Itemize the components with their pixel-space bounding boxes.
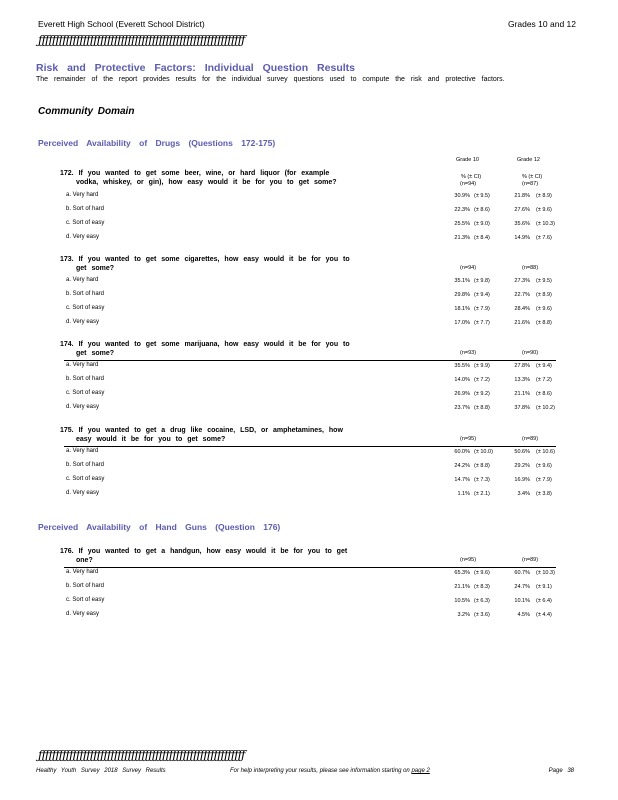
answer-option-label: b. Sort of hard [66, 583, 105, 589]
answer-option-label: b. Sort of hard [66, 376, 105, 382]
grade10-header: Grade 10 [456, 157, 479, 163]
section-subtitle: The remainder of the report provides results for the individual survey questions used to compute the risk and protective factors. [36, 76, 505, 83]
grade12-ci: (± 8.8) [536, 320, 552, 326]
question-text-line1: 174. If you wanted to get some marijuana, how easy would it be for you to [60, 341, 350, 348]
grade12-percent: 37.8% [514, 405, 530, 411]
grade12-ci: (± 10.3) [536, 221, 555, 227]
sample-size-g10: (n=94) [460, 265, 477, 271]
grade12-percent: 21.8% [514, 193, 530, 199]
grade12-ci: (± 10.2) [536, 405, 555, 411]
grade12-ci: (± 7.9) [536, 477, 552, 483]
question-text-line2: vodka, whiskey, or gin), how easy would it be for you to get some? [76, 179, 337, 186]
grades-label: Grades 10 and 12 [507, 19, 576, 29]
answer-option-label: c. Sort of easy [66, 220, 105, 226]
answer-option-label: a. Very hard [66, 277, 99, 283]
grade12-ci: (± 4.4) [536, 612, 552, 618]
sample-size-g12: (n=89) [522, 557, 539, 563]
question-text-line1: 172. If you wanted to get some beer, wine, or hard liquor (for example [60, 170, 330, 177]
grade12-ci: (± 9.1) [536, 584, 552, 590]
sample-size-g10: (n=94) [460, 181, 477, 187]
grade12-percent: 24.7% [514, 584, 530, 590]
header-decor-line: ƒƒƒƒƒƒƒƒƒƒƒƒƒƒƒƒƒƒƒƒƒƒƒƒƒƒƒƒƒƒƒƒƒƒƒƒƒƒƒƒƒƒƒƒƒƒƒƒƒƒƒƒƒƒƒƒƒƒƒƒ [38, 33, 245, 47]
footer-decor-line: ƒƒƒƒƒƒƒƒƒƒƒƒƒƒƒƒƒƒƒƒƒƒƒƒƒƒƒƒƒƒƒƒƒƒƒƒƒƒƒƒƒƒƒƒƒƒƒƒƒƒƒƒƒƒƒƒƒƒƒƒ [38, 748, 245, 762]
grade12-ci: (± 9.6) [536, 306, 552, 312]
sample-size-g12: (n=90) [522, 350, 539, 356]
answer-option-label: a. Very hard [66, 192, 99, 198]
grade10-ci: (± 9.0) [474, 221, 490, 227]
grade10-ci: (± 8.8) [474, 405, 490, 411]
grade10-percent: 14.0% [454, 377, 470, 383]
answer-option-label: b. Sort of hard [66, 206, 105, 212]
grade10-ci: (± 2.1) [474, 491, 490, 497]
grade10-percent: 25.5% [454, 221, 470, 227]
answer-option-label: a. Very hard [66, 569, 99, 575]
footer-help-text [230, 768, 430, 774]
grade12-percent: 21.1% [514, 391, 530, 397]
grade12-ci: (± 8.9) [536, 292, 552, 298]
grade12-percent: 16.9% [514, 477, 530, 483]
question-text-line1: 175. If you wanted to get a drug like cocaine, LSD, or amphetamines, how [60, 427, 343, 434]
grade12-ci: (± 9.6) [536, 463, 552, 469]
grade10-percent: 1.1% [457, 491, 470, 497]
grade12-percent: 3.4% [517, 491, 530, 497]
grade12-percent: 14.9% [514, 235, 530, 241]
grade10-percent: 14.7% [454, 477, 470, 483]
footer-survey-name: Healthy Youth Survey 2018 Survey Results [36, 768, 166, 774]
grade10-ci: (± 7.7) [474, 320, 490, 326]
sample-size-g12: (n=87) [522, 181, 539, 187]
grade12-ci: (± 7.2) [536, 377, 552, 383]
grade12-percent: 28.4% [514, 306, 530, 312]
grade10-percent: 3.2% [457, 612, 470, 618]
sample-size-g10: (n=95) [460, 557, 477, 563]
pct-ci-header-g10: % (± CI) [461, 174, 482, 180]
section-title: Risk and Protective Factors: Individual Question Results [36, 62, 355, 74]
grade10-ci: (± 8.3) [474, 584, 490, 590]
answer-option-label: d. Very easy [66, 490, 100, 496]
grade10-percent: 18.1% [454, 306, 470, 312]
grade10-ci: (± 10.0) [474, 449, 493, 455]
grade10-percent: 22.3% [454, 207, 470, 213]
grade12-ci: (± 3.8) [536, 491, 552, 497]
grade10-percent: 21.1% [454, 584, 470, 590]
question-text-line1: 176. If you wanted to get a handgun, how easy would it be for you to get [60, 548, 348, 555]
answer-option-label: d. Very easy [66, 319, 100, 325]
question-divider [64, 446, 556, 447]
grade10-percent: 29.8% [454, 292, 470, 298]
grade12-percent: 13.3% [514, 377, 530, 383]
grade12-ci: (± 9.5) [536, 278, 552, 284]
question-text-line2: easy would it be for you to get some? [76, 436, 226, 443]
grade10-ci: (± 9.6) [474, 570, 490, 576]
grade10-ci: (± 7.9) [474, 306, 490, 312]
grade10-ci: (± 9.9) [474, 363, 490, 369]
group-title-drugs: Perceived Availability of Drugs (Questions 172-175) [38, 138, 276, 148]
grade10-percent: 35.1% [454, 278, 470, 284]
grade10-percent: 26.9% [454, 391, 470, 397]
sample-size-g12: (n=89) [522, 436, 539, 442]
grade12-percent: 22.7% [514, 292, 530, 298]
answer-option-label: c. Sort of easy [66, 390, 105, 396]
grade10-ci: (± 8.4) [474, 235, 490, 241]
answer-option-label: a. Very hard [66, 362, 99, 368]
grade10-ci: (± 8.8) [474, 463, 490, 469]
answer-option-label: d. Very easy [66, 234, 100, 240]
answer-option-label: d. Very easy [66, 611, 100, 617]
grade10-percent: 60.0% [454, 449, 470, 455]
answer-option-label: b. Sort of hard [66, 291, 105, 297]
grade10-ci: (± 9.4) [474, 292, 490, 298]
grade12-percent: 4.5% [517, 612, 530, 618]
grade12-ci: (± 9.4) [536, 363, 552, 369]
grade10-ci: (± 6.3) [474, 598, 490, 604]
grade12-ci: (± 10.3) [536, 570, 555, 576]
grade10-percent: 35.5% [454, 363, 470, 369]
question-divider [64, 567, 556, 568]
grade10-ci: (± 7.3) [474, 477, 490, 483]
question-text-line1: 173. If you wanted to get some cigarettes, how easy would it be for you to [60, 256, 350, 263]
grade12-percent: 27.3% [514, 278, 530, 284]
grade12-ci: (± 6.4) [536, 598, 552, 604]
footer-help-prefix: For help interpreting your results, please see information starting on [230, 768, 410, 774]
grade10-ci: (± 9.8) [474, 278, 490, 284]
sample-size-g10: (n=93) [460, 350, 477, 356]
grade12-percent: 10.1% [514, 598, 530, 604]
grade12-percent: 21.6% [514, 320, 530, 326]
grade12-ci: (± 8.6) [536, 391, 552, 397]
sample-size-g12: (n=88) [522, 265, 539, 271]
grade12-header: Grade 12 [517, 157, 540, 163]
domain-title: Community Domain [38, 106, 135, 117]
grade12-percent: 35.6% [514, 221, 530, 227]
question-text-line2: get some? [76, 350, 115, 357]
grade10-ci: (± 8.6) [474, 207, 490, 213]
grade12-ci: (± 7.6) [536, 235, 552, 241]
grade12-percent: 50.6% [514, 449, 530, 455]
grade12-percent: 60.7% [514, 570, 530, 576]
grade10-ci: (± 9.2) [474, 391, 490, 397]
grade12-ci: (± 9.6) [536, 207, 552, 213]
pct-ci-header-g12: % (± CI) [522, 174, 543, 180]
grade12-percent: 27.8% [514, 363, 530, 369]
answer-option-label: c. Sort of easy [66, 305, 105, 311]
footer-page-link[interactable]: page 2 [411, 768, 430, 774]
sample-size-g10: (n=95) [460, 436, 477, 442]
grade10-percent: 24.2% [454, 463, 470, 469]
grade10-percent: 30.9% [454, 193, 470, 199]
grade10-percent: 10.5% [454, 598, 470, 604]
school-name: Everett High School (Everett School District) [38, 19, 205, 29]
grade12-ci: (± 10.6) [536, 449, 555, 455]
grade10-percent: 17.0% [454, 320, 470, 326]
answer-option-label: a. Very hard [66, 448, 99, 454]
question-divider [64, 360, 556, 361]
question-text-line2: one? [76, 557, 93, 564]
answer-option-label: d. Very easy [66, 404, 100, 410]
group-title-guns: Perceived Availability of Hand Guns (Question 176) [38, 522, 281, 532]
grade12-ci: (± 8.9) [536, 193, 552, 199]
grade12-percent: 27.6% [514, 207, 530, 213]
grade10-percent: 23.7% [454, 405, 470, 411]
answer-option-label: c. Sort of easy [66, 476, 105, 482]
question-text-line2: get some? [76, 265, 115, 272]
footer-page-number: Page 38 [548, 768, 574, 774]
grade10-percent: 65.3% [454, 570, 470, 576]
answer-option-label: c. Sort of easy [66, 597, 105, 603]
grade12-percent: 29.2% [514, 463, 530, 469]
grade10-ci: (± 9.5) [474, 193, 490, 199]
grade10-ci: (± 3.6) [474, 612, 490, 618]
grade10-percent: 21.3% [454, 235, 470, 241]
grade10-ci: (± 7.2) [474, 377, 490, 383]
answer-option-label: b. Sort of hard [66, 462, 105, 468]
